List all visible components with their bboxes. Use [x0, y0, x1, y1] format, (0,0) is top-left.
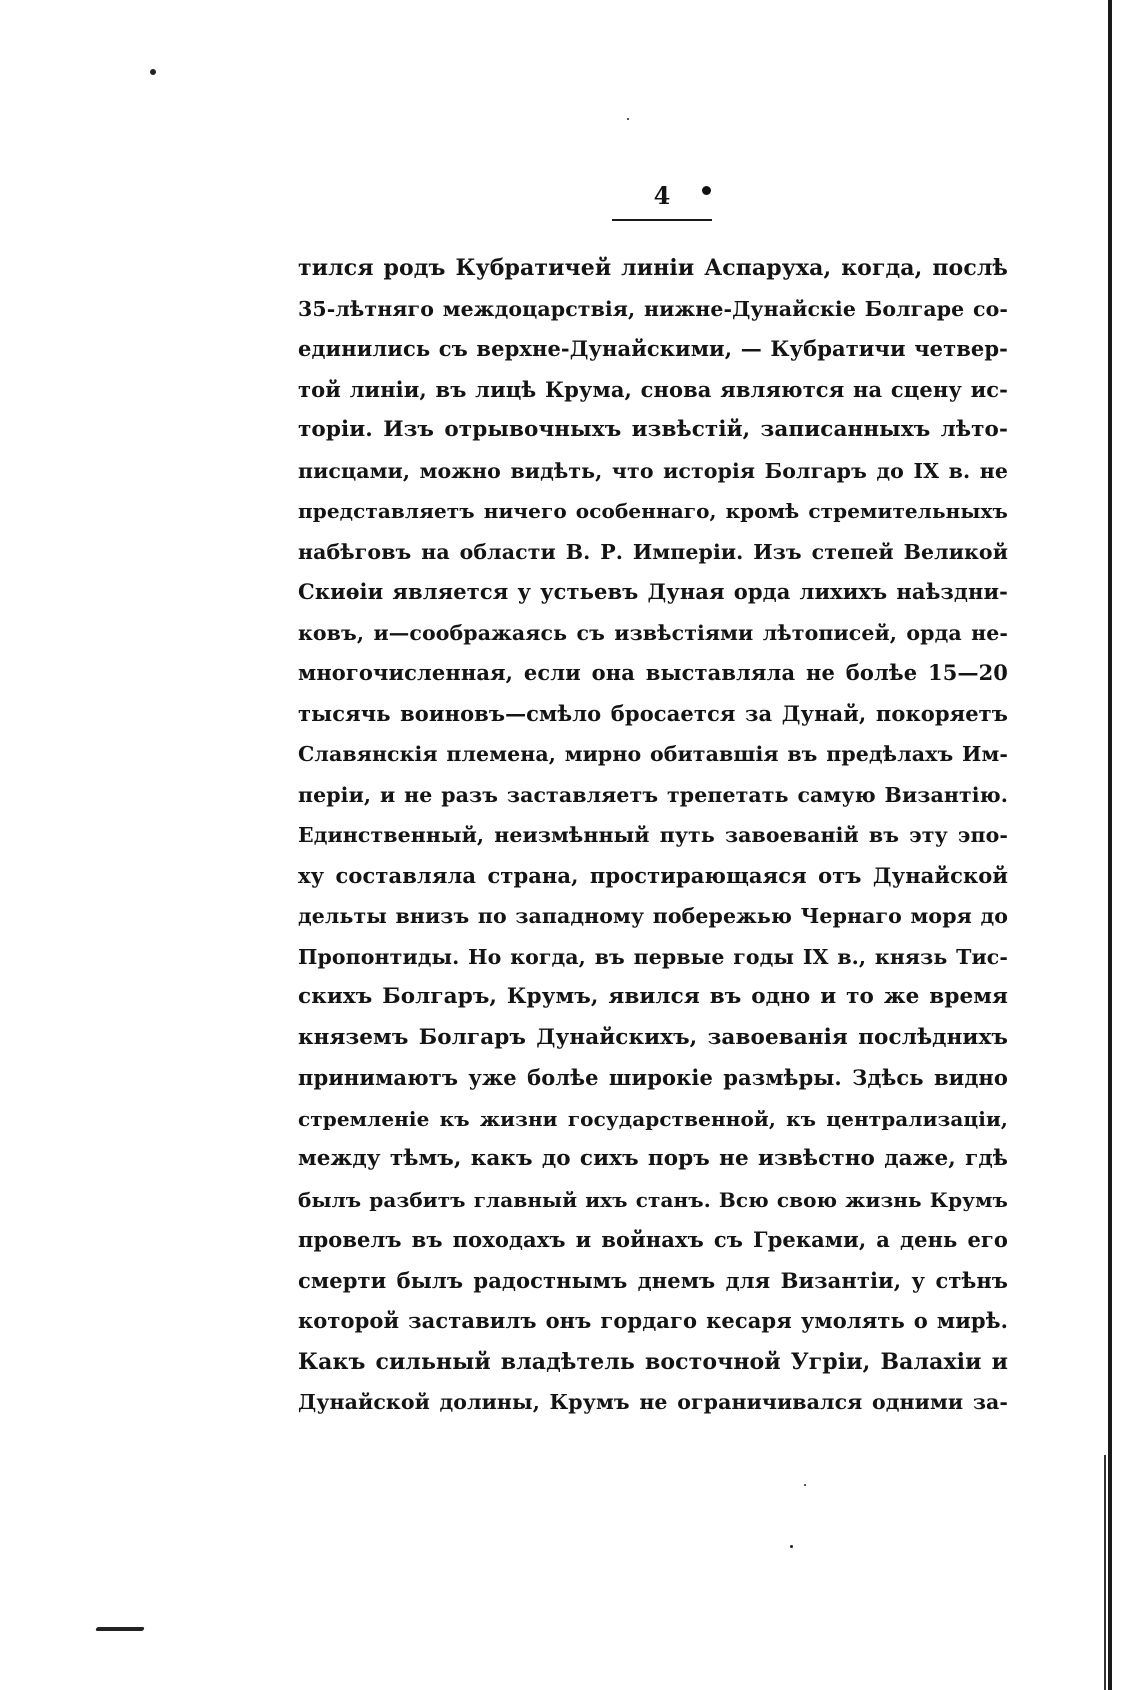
text-line: Скиѳіи является у устьевъ Дуная орда лихихъ наѣздни- [298, 579, 1008, 604]
text-line: принимаютъ уже болѣе широкіе размѣры. Здѣсь видно [298, 1065, 1008, 1090]
text-line: княземъ Болгаръ Дунайскихъ, завоеванія послѣднихъ [298, 1024, 1008, 1050]
text-line: дельты внизъ по западному побережью Чернаго моря до [298, 904, 1008, 928]
text-line: скихъ Болгаръ, Крумъ, явился въ одно и то же время [298, 984, 1008, 1009]
page-number: 4 [653, 181, 671, 210]
scan-speck [150, 69, 156, 75]
text-line: 35-лѣтняго междоцарствія, нижне-Дунайскіе Болгаре со- [298, 296, 1008, 321]
text-line: той линіи, въ лицѣ Крума, снова являются на сцену ис- [298, 376, 1008, 402]
text-line: былъ разбитъ главный ихъ станъ. Всю свою жизнь Крумъ [298, 1187, 1008, 1212]
scan-dash-mark [95, 1627, 144, 1631]
text-line: писцами, можно видѣть, что исторія Болгаръ до IX в. не [298, 458, 1008, 483]
text-line: Какъ сильный владѣтель восточной Угріи, Валахіи и [298, 1348, 1008, 1375]
text-line: ковъ, и—соображаясь съ извѣстіями лѣтописей, орда не- [298, 620, 1008, 645]
text-line: между тѣмъ, какъ до сихъ поръ не извѣстно даже, гдѣ [298, 1146, 1008, 1171]
text-line: Славянскія племена, мирно обитавшія въ предѣлахъ Им- [298, 742, 1008, 766]
header-dot-mark [702, 186, 711, 195]
text-line: ху составляла страна, простирающаяся отъ Дунайской [298, 862, 1008, 888]
text-line: стремленіе къ жизни государственной, къ централизаціи, [298, 1106, 1008, 1131]
text-line: Дунайской долины, Крумъ не ограничивался одними за- [298, 1390, 1008, 1414]
text-line: единились съ верхне-Дунайскими, — Кубратичи четвер- [298, 336, 1008, 361]
text-line: которой заставилъ онъ гордаго кесаря умолять о мирѣ. [298, 1308, 1008, 1333]
scan-speck [804, 1484, 806, 1486]
text-line: тысячь воиновъ—смѣло бросается за Дунай, покоряетъ [298, 700, 1008, 726]
header-rule [612, 219, 712, 221]
scan-edge-line-secondary [1104, 1455, 1106, 1690]
page-header [612, 182, 712, 210]
text-line: набѣговъ на области В. Р. Имперіи. Изъ степей Великой [298, 539, 1008, 564]
text-line: провелъ въ походахъ и войнахъ съ Греками, а день его [298, 1227, 1008, 1252]
text-line: тился родъ Кубратичей линіи Аспаруха, когда, послѣ [298, 255, 1008, 281]
text-line: Единственный, неизмѣнный путь завоеваній въ эту эпо- [298, 823, 1008, 847]
body-text [298, 248, 1008, 1423]
text-line: торіи. Изъ отрывочныхъ извѣстій, записанныхъ лѣто- [298, 417, 1008, 442]
text-line: смерти былъ радостнымъ днемъ для Византіи, у стѣнъ [298, 1267, 1008, 1293]
text-line: представляетъ ничего особеннаго, кромѣ стремительныхъ [298, 499, 1008, 523]
text-line: періи, и не разъ заставляетъ трепетать самую Византію. [298, 782, 1008, 807]
text-line: Пропонтиды. Но когда, въ первые годы IX в., князь Тис- [298, 944, 1008, 969]
scan-speck [790, 1545, 793, 1548]
scan-speck [627, 118, 629, 120]
scan-edge-line [1108, 0, 1112, 1690]
text-line: многочисленная, если она выставляла не болѣе 15—20 [298, 660, 1008, 685]
